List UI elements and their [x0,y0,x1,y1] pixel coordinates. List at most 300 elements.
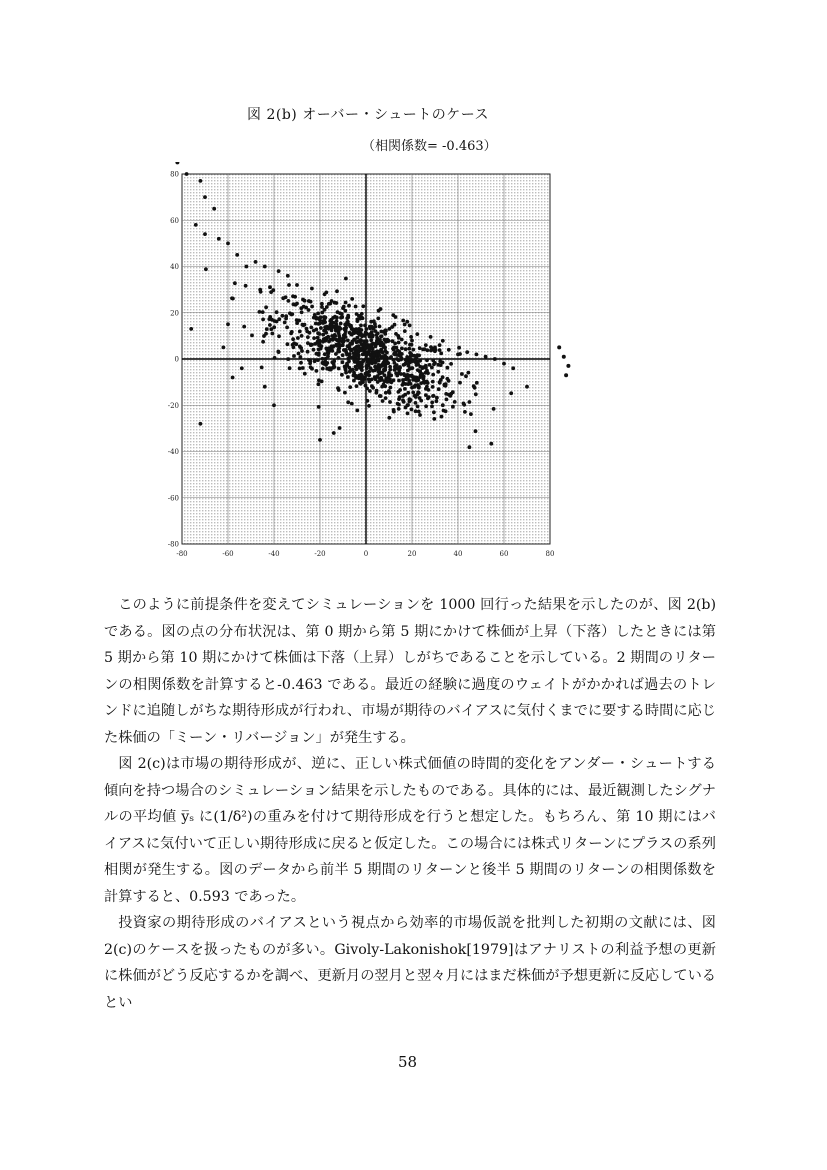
data-point [292,302,296,306]
data-point [449,394,453,398]
data-point [275,310,279,314]
data-point [399,353,403,357]
data-point [317,339,321,343]
data-point [451,405,455,409]
data-point [415,379,419,383]
data-point [315,369,319,373]
data-point [473,386,477,390]
data-point [445,398,449,402]
data-point [226,242,230,246]
data-point [303,323,307,327]
data-point [425,380,429,384]
data-point [324,331,328,335]
data-point [358,333,362,337]
data-point [313,342,317,346]
data-point [294,342,298,346]
data-point [489,442,493,446]
data-point [348,385,352,389]
data-point [291,343,295,347]
data-point [265,327,269,331]
figure-title: 図 2(b) オーバー・シュートのケース [247,107,490,123]
data-point [407,363,411,367]
y-tick-label: 40 [170,263,179,271]
data-point [406,369,410,373]
data-point [332,431,336,435]
data-point [397,407,401,411]
data-point [212,207,216,211]
data-point [342,305,346,309]
data-point [404,341,408,345]
data-point [365,387,369,391]
data-point [373,322,377,326]
data-point [385,380,389,384]
data-point [230,296,234,300]
data-point [298,330,302,334]
data-point [272,403,276,407]
data-point [245,265,249,269]
data-point [350,348,354,352]
data-point [431,385,435,389]
data-point [340,373,344,377]
data-point [413,385,417,389]
x-tick-label: 60 [499,550,509,558]
data-point [337,331,341,335]
data-point [344,329,348,333]
data-point [369,338,373,342]
data-point [297,352,301,356]
data-point [261,340,265,344]
data-point [303,299,307,303]
data-point [453,400,457,404]
data-point [322,315,326,319]
data-point-outlier [175,162,179,164]
data-point [359,361,363,365]
data-point [284,295,288,299]
data-point [431,380,435,384]
data-point [332,335,336,339]
data-point [307,358,311,362]
data-point [306,350,310,354]
data-point [376,356,380,360]
data-point [428,363,432,367]
data-point [199,179,203,183]
data-point [418,346,422,350]
data-point [299,306,303,310]
data-point [355,384,359,388]
data-point [351,368,355,372]
data-point [380,341,384,345]
data-point [367,361,371,365]
data-point [464,374,468,378]
data-point [287,299,291,303]
data-point [407,347,411,351]
y-tick-label: 20 [170,309,179,318]
data-point [347,304,351,308]
data-point [458,352,462,356]
data-point [398,395,402,399]
data-point [337,356,341,360]
data-point [263,265,267,269]
data-point [355,312,359,316]
data-point [377,370,381,374]
data-point [337,388,341,392]
data-point [395,357,399,361]
data-point [408,324,412,328]
data-point [307,308,311,312]
page-number: 58 [398,1053,418,1071]
data-point [366,346,370,350]
data-point [417,385,421,389]
data-point [365,339,369,343]
data-point [474,392,478,396]
data-point [296,336,300,340]
data-point [316,358,320,362]
data-point [333,301,337,305]
data-point [525,385,529,389]
data-point [424,371,428,375]
data-point [354,305,358,309]
data-point [325,305,329,309]
data-point [343,323,347,327]
data-point [333,365,337,369]
data-point [375,336,379,340]
data-point [185,172,189,176]
data-point [416,405,420,409]
data-point [307,299,311,303]
data-point [475,353,479,357]
data-point [277,269,281,273]
data-point [368,389,372,393]
data-point [410,339,414,343]
data-point [298,345,302,349]
paragraph-3: 投資家の期待形成のバイアスという視点から効率的市場仮説を批判した初期の文献には、図 2(c)のケースを扱ったものが多い。Givoly-Lakonishok[1979]はアナリストの利益予想の更新に株価がどう反応するかを調べ、更新月の翌月と翌々月にはまだ株価が予想更新に反応しているとい [104,915,716,1011]
data-point [407,379,411,383]
data-point [406,391,410,395]
data-point [203,195,207,199]
data-point [425,385,429,389]
data-point [397,403,401,407]
data-point [403,387,407,391]
data-point [444,392,448,396]
data-point [303,372,307,376]
data-point [392,378,396,382]
data-point [332,359,336,363]
data-point [369,333,373,337]
data-point [335,319,339,323]
data-point [313,313,317,317]
data-point [437,387,441,391]
data-point [457,346,461,350]
data-point [410,375,414,379]
data-point [199,422,203,426]
data-point [301,366,305,370]
data-point [320,311,324,315]
data-point [414,409,418,413]
data-point [334,324,338,328]
data-point [370,384,374,388]
data-point [320,380,324,384]
data-point [509,391,513,395]
data-point [317,348,321,352]
data-point [354,365,358,369]
data-point [385,356,389,360]
data-point [449,362,453,366]
data-point [310,343,314,347]
y-tick-label: 60 [170,216,179,225]
data-point [217,237,221,241]
data-point [333,315,337,319]
data-point [271,288,275,292]
data-point [261,310,265,314]
data-point [286,274,290,278]
data-point [321,321,325,325]
data-point [324,291,328,295]
data-point [393,342,397,346]
data-point [462,403,466,407]
data-point [321,357,325,361]
data-point [444,384,448,388]
data-point [463,410,467,414]
data-point [380,334,384,338]
data-point [317,353,321,357]
data-point [321,367,325,371]
data-point [468,400,472,404]
data-point [417,354,421,358]
data-point [373,365,377,369]
paragraph-1: このように前提条件を変えてシミュレーションを 1000 回行った結果を示したのが、図 2(b)である。図の点の分布状況は、第 0 期から第 5 期にかけて株価が上昇（下落）したときには第 5 期から第 10 期にかけて株価は下落（上昇）しがちであることを示している。2 期間のリターンの相関係数を計算すると-0.463 である。最近の経験に過度のウェイトがかかれば過去のトレンドに追随しがちな期待形成が行われ、市場が期待のバイアスに気付くまでに要する時間に応じた株価の「ミーン・リバージョン」が発生する。 [104,597,716,746]
data-point [403,329,407,333]
data-point [276,350,280,354]
data-point [300,349,304,353]
data-point [336,344,340,348]
data-point [318,321,322,325]
data-point [371,350,375,354]
data-point [357,357,361,361]
data-point [424,404,428,408]
data-point [429,345,433,349]
x-tick-label: 0 [363,550,369,558]
data-point [416,360,420,364]
data-point [273,356,277,360]
data-point [340,340,344,344]
scatter-chart [160,162,590,562]
data-point [325,361,329,365]
data-point [270,332,274,336]
data-point [411,348,415,352]
data-point [387,416,391,420]
data-point [283,321,287,325]
data-point [400,347,404,351]
data-point [295,283,299,287]
data-point [410,408,414,412]
data-point [341,360,345,364]
data-point [425,358,429,362]
data-point [375,389,379,393]
data-point [281,314,285,318]
data-point [380,355,384,359]
data-point [324,347,328,351]
data-point [233,281,237,285]
data-point [409,382,413,386]
data-point [475,381,479,385]
data-point [335,339,339,343]
data-point [401,319,405,323]
data-point [354,374,358,378]
data-point [432,410,436,414]
data-point [427,388,431,392]
data-point [431,359,435,363]
data-point [284,314,288,318]
data-point [350,297,354,301]
data-point [359,324,363,328]
data-point [447,348,451,352]
data-point [435,399,439,403]
data-point [389,386,393,390]
data-point-outlier [564,373,568,377]
data-point [397,369,401,373]
data-point [440,415,444,419]
data-point [321,361,325,365]
data-point [352,379,356,383]
data-point [367,352,371,356]
data-point [388,400,392,404]
data-point [318,438,322,442]
data-point [318,332,322,336]
data-point [305,327,309,331]
data-point [328,319,332,323]
x-tick-label: -60 [222,550,234,558]
data-point [379,376,383,380]
data-point [397,390,401,394]
data-point [414,401,418,405]
data-point [469,412,473,416]
data-point [285,326,289,330]
data-point [226,322,230,326]
data-point [309,365,313,369]
data-point [316,312,320,316]
data-point [460,372,464,376]
data-point [360,377,364,381]
data-point [397,350,401,354]
data-point [430,401,434,405]
data-point [429,335,433,339]
data-point [362,342,366,346]
data-point [204,267,208,271]
data-point [291,337,295,341]
data-point [231,376,235,380]
data-point [368,327,372,331]
data-point [329,338,333,342]
data-point [291,294,295,298]
data-point [338,426,342,430]
data-point [306,335,310,339]
data-point [341,343,345,347]
data-point [394,332,398,336]
data-point [350,402,354,406]
data-point [458,381,462,385]
data-point [317,343,321,347]
data-point [397,336,401,340]
data-point [317,382,321,386]
data-point [441,339,445,343]
data-point [314,322,318,326]
data-point [467,371,471,375]
data-point [381,362,385,366]
data-point [260,366,264,370]
data-point [344,301,348,305]
data-point-outlier [566,364,570,368]
data-point [385,362,389,366]
data-point [366,373,370,377]
data-point [346,344,350,348]
data-point [352,354,356,358]
data-point [290,330,294,334]
data-point [350,340,354,344]
data-point [363,324,367,328]
data-point [418,413,422,417]
data-point [262,334,266,338]
data-point [465,350,469,354]
data-point [423,347,427,351]
data-point [287,283,291,287]
data-point [340,312,344,316]
data-point [384,365,388,369]
data-point [383,346,387,350]
data-point [341,353,345,357]
data-point [381,399,385,403]
data-point [310,305,314,309]
data-point [397,379,401,383]
data-point [418,370,422,374]
data-point [435,396,439,400]
data-point [373,368,377,372]
data-point [290,312,294,316]
data-point [329,349,333,353]
data-point [394,315,398,319]
data-point [399,358,403,362]
y-tick-label: -20 [167,401,179,410]
data-point [264,305,268,309]
data-point [259,290,263,294]
data-point [357,349,361,353]
data-point [286,342,290,346]
data-point [240,366,244,370]
y-tick-label: -40 [167,448,179,456]
data-point [442,409,446,413]
data-point [474,429,478,433]
x-tick-label: 80 [545,550,555,558]
data-point [344,348,348,352]
data-point [468,445,472,449]
data-point [320,302,324,306]
x-tick-label: -40 [268,550,280,558]
data-point [312,329,316,333]
data-point [403,363,407,367]
data-point [344,368,348,372]
data-point [397,341,401,345]
data-point [359,382,363,386]
data-point [438,343,442,347]
data-point [268,323,272,327]
x-tick-label: 40 [453,550,463,558]
data-point [370,361,374,365]
y-tick-label: 0 [174,355,179,364]
y-tick-label: -80 [167,540,179,549]
data-point [339,322,343,326]
data-point [310,287,314,291]
data-point [244,284,248,288]
data-point [378,325,382,329]
